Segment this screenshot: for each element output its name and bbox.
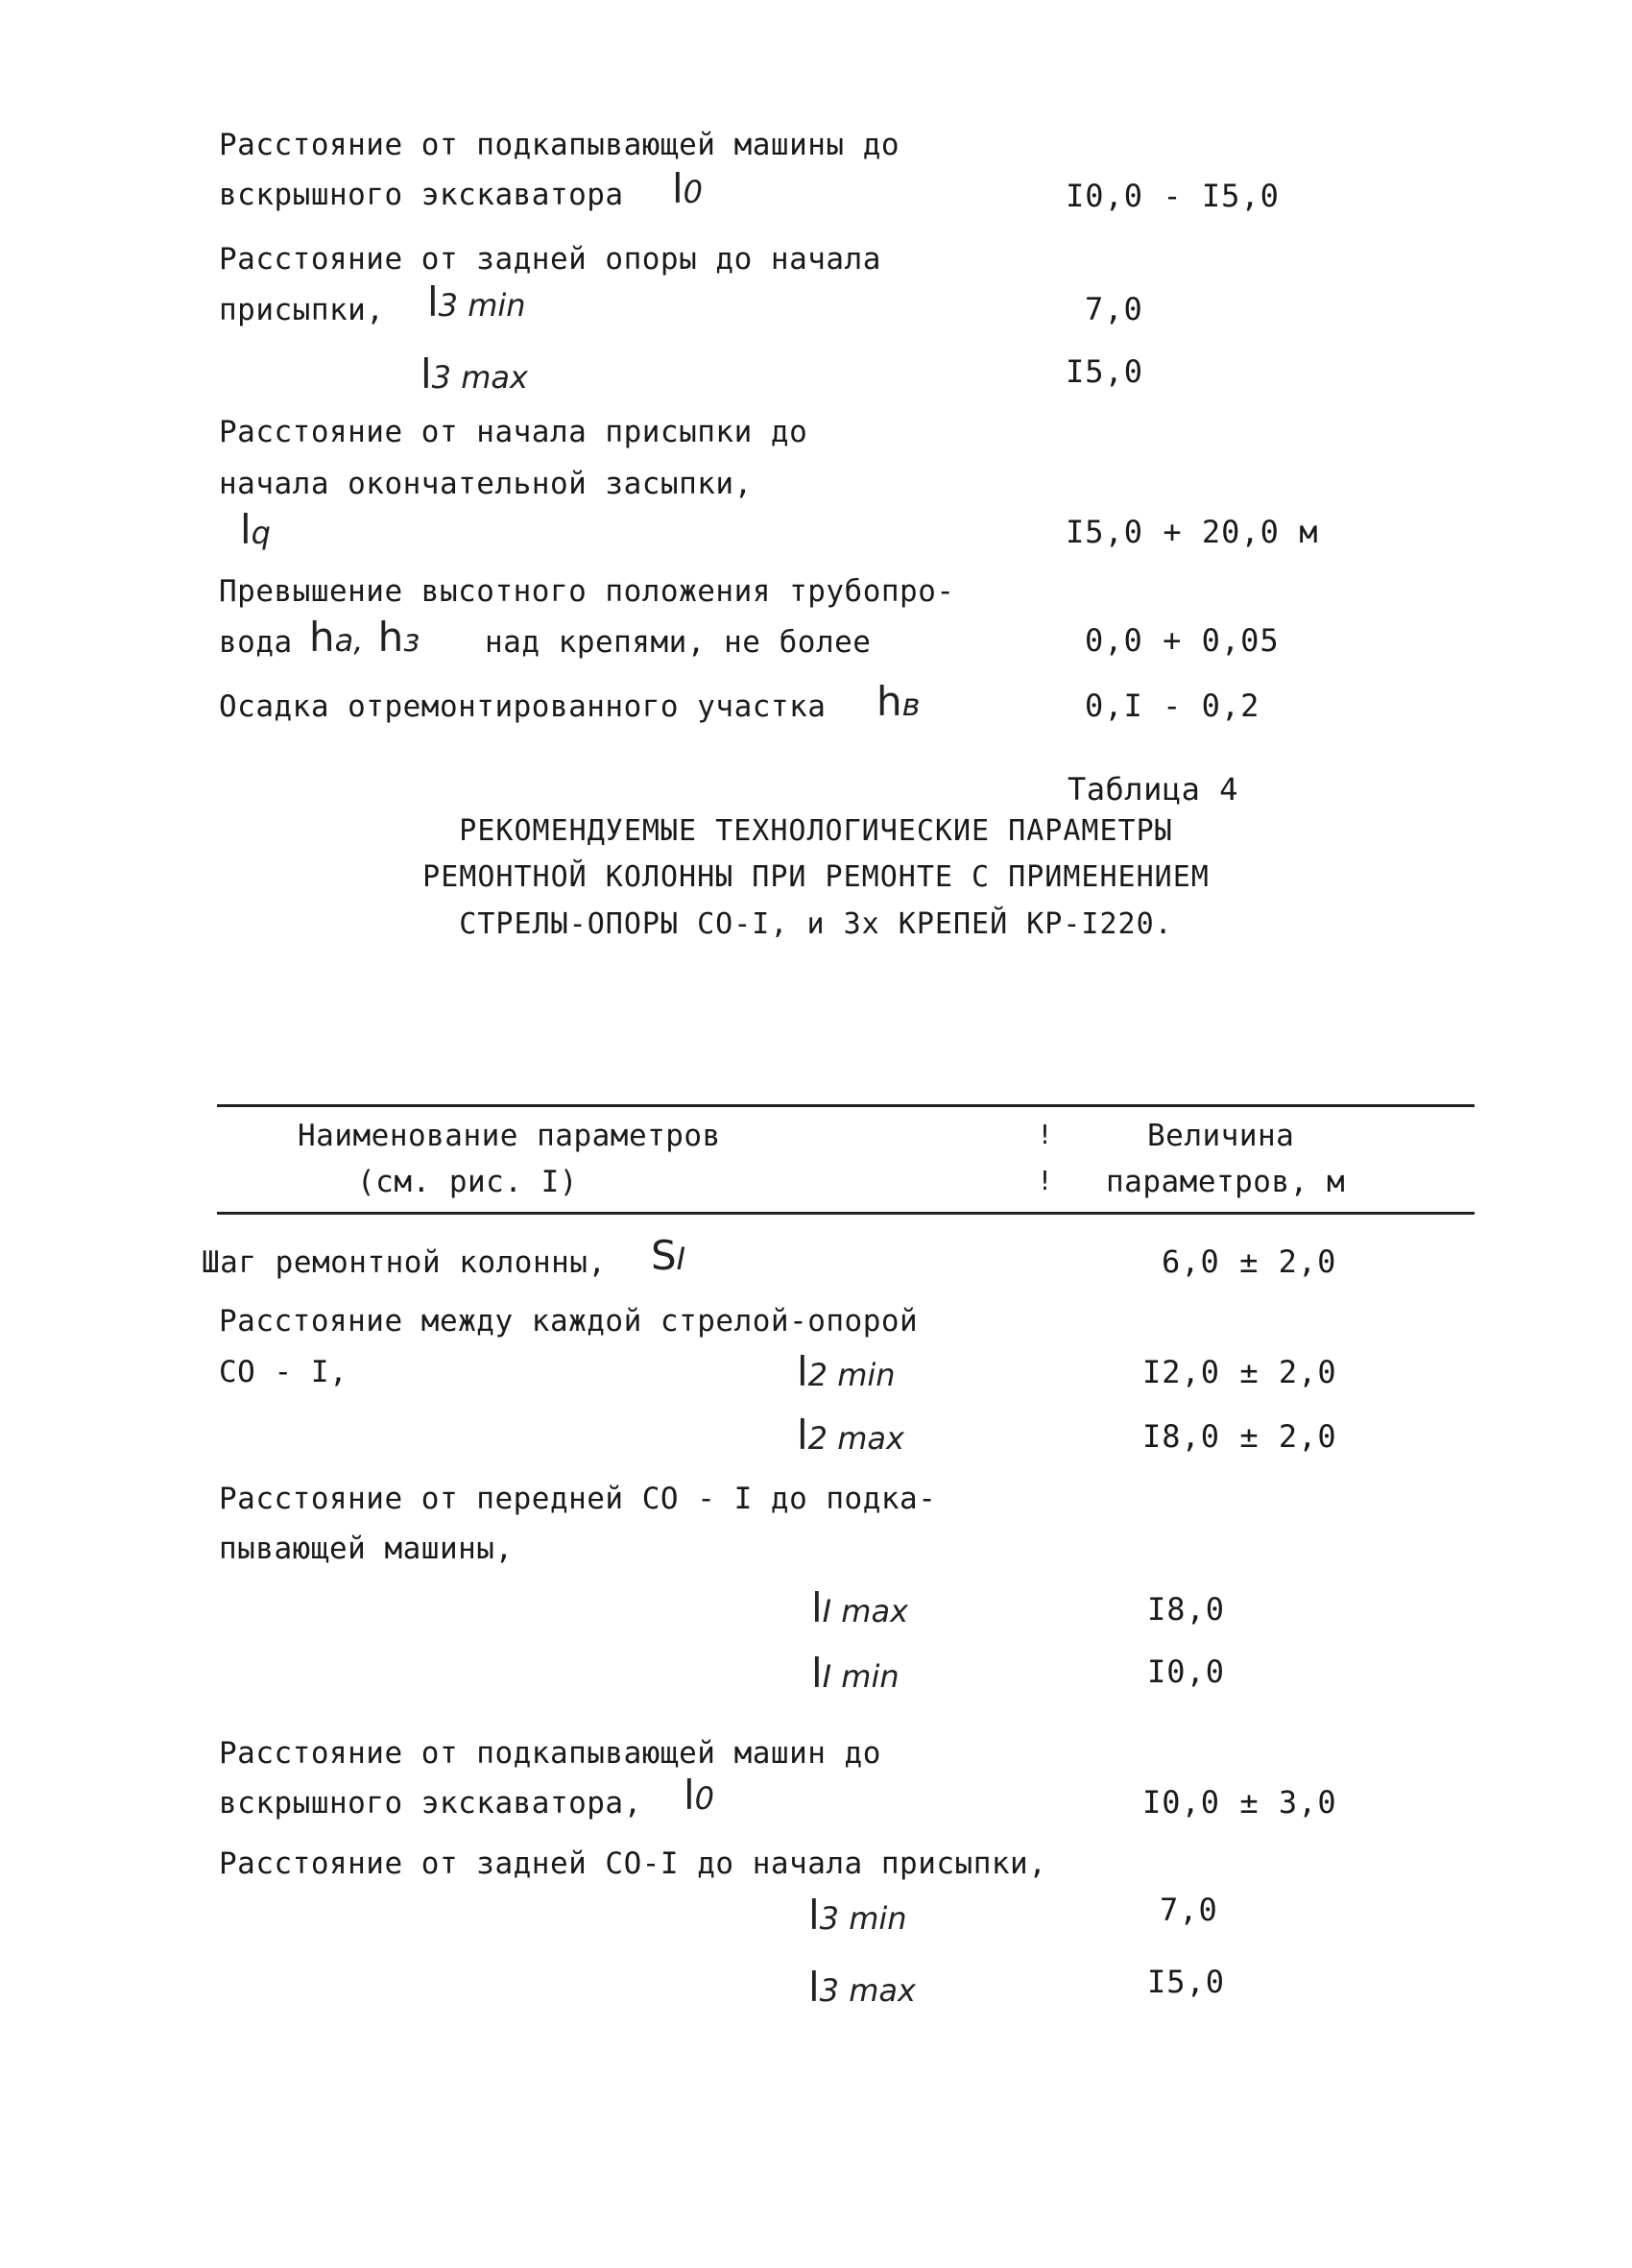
table-row-text: Шаг ремонтной колонны, bbox=[202, 1245, 607, 1280]
header-value-unit: параметров, м bbox=[1106, 1165, 1346, 1199]
param-text-line: Расстояние от начала присыпки до bbox=[219, 415, 808, 449]
param-value: I0,0 - I5,0 bbox=[1066, 178, 1280, 214]
param-text-line: вода bbox=[219, 625, 293, 660]
table-row-symbol: l3 min bbox=[808, 1892, 907, 1939]
table-row-symbol: l2 max bbox=[797, 1411, 904, 1459]
table-row-text: Расстояние от передней СО - I до подка- bbox=[219, 1482, 937, 1516]
table-top-rule bbox=[217, 1104, 1475, 1107]
table-row-value: I2,0 ± 2,0 bbox=[1142, 1354, 1337, 1390]
table-row-value: 7,0 bbox=[1160, 1892, 1218, 1928]
table-row-text: вскрышного экскаватора, bbox=[219, 1786, 642, 1821]
param-symbol: hв bbox=[876, 678, 921, 725]
table-row-text: СО - I, bbox=[219, 1355, 348, 1389]
table-row-text: пывающей машины, bbox=[219, 1532, 514, 1566]
param-value: 7,0 bbox=[1085, 291, 1143, 327]
table-row-value: I5,0 bbox=[1147, 1964, 1226, 2000]
param-text-line: начала окончательной засыпки, bbox=[219, 467, 753, 501]
table-row-text: Расстояние между каждой стрелой-опорой bbox=[219, 1304, 919, 1339]
table-row-value: I8,0 bbox=[1147, 1591, 1226, 1628]
param-symbol: ha, hз bbox=[309, 614, 420, 661]
param-text-line: Расстояние от задней опоры до начала bbox=[219, 242, 881, 277]
param-symbol: l0 bbox=[672, 165, 704, 212]
param-text-line: Осадка отремонтированного участка bbox=[219, 689, 827, 724]
param-value: 0,0 + 0,05 bbox=[1085, 622, 1280, 659]
table-title-line: РЕМОНТНОЙ КОЛОННЫ ПРИ РЕМОНТЕ С ПРИМЕНЕНИЕМ bbox=[422, 860, 1210, 894]
param-value: I5,0 bbox=[1066, 353, 1144, 390]
param-text-line: Расстояние от подкапывающей машины до bbox=[219, 128, 900, 162]
table-row-text: Расстояние от подкапывающей машин до bbox=[219, 1736, 881, 1771]
param-symbol: lq bbox=[240, 506, 271, 553]
table-row-symbol: l3 max bbox=[808, 1964, 916, 2011]
header-param-ref: (см. рис. I) bbox=[357, 1165, 578, 1199]
table-row-value: I0,0 ± 3,0 bbox=[1142, 1784, 1337, 1821]
param-value: I5,0 + 20,0 м bbox=[1066, 514, 1319, 550]
table-row-symbol: l2 min bbox=[797, 1348, 896, 1395]
param-text-tail: над крепями, не более bbox=[485, 625, 872, 660]
table-row-symbol: SI bbox=[651, 1232, 686, 1279]
param-symbol: l3 min bbox=[427, 278, 526, 326]
table-row-value: I0,0 bbox=[1147, 1653, 1226, 1690]
header-value-label: Величина bbox=[1147, 1119, 1295, 1153]
param-text-line: вскрышного экскаватора bbox=[219, 178, 624, 212]
table-title-line: СТРЕЛЫ-ОПОРЫ СО-I, и 3х КРЕПЕЙ КР-I220. bbox=[459, 907, 1173, 941]
table-row-text: Расстояние от задней СО-I до начала присыпки, bbox=[219, 1846, 1047, 1881]
table-row-symbol: l0 bbox=[684, 1772, 715, 1819]
table-row-value: 6,0 ± 2,0 bbox=[1162, 1243, 1337, 1280]
param-text-line: Превышение высотного положения трубопро- bbox=[219, 574, 955, 609]
table-title-line: РЕКОМЕНДУЕМЫЕ ТЕХНОЛОГИЧЕСКИЕ ПАРАМЕТРЫ bbox=[459, 814, 1173, 848]
header-separator: ! bbox=[1037, 1165, 1053, 1196]
table-caption: Таблица 4 bbox=[1068, 771, 1238, 808]
header-param-label: Наименование параметров bbox=[298, 1119, 721, 1153]
table-row-symbol: lI max bbox=[811, 1584, 908, 1631]
header-separator: ! bbox=[1037, 1119, 1053, 1150]
table-header-rule bbox=[217, 1212, 1475, 1215]
param-text-line: присыпки, bbox=[219, 293, 385, 327]
table-row-value: I8,0 ± 2,0 bbox=[1142, 1418, 1337, 1455]
param-value: 0,I - 0,2 bbox=[1085, 688, 1260, 724]
param-symbol: l3 max bbox=[420, 350, 528, 398]
table-row-symbol: lI min bbox=[811, 1650, 900, 1697]
